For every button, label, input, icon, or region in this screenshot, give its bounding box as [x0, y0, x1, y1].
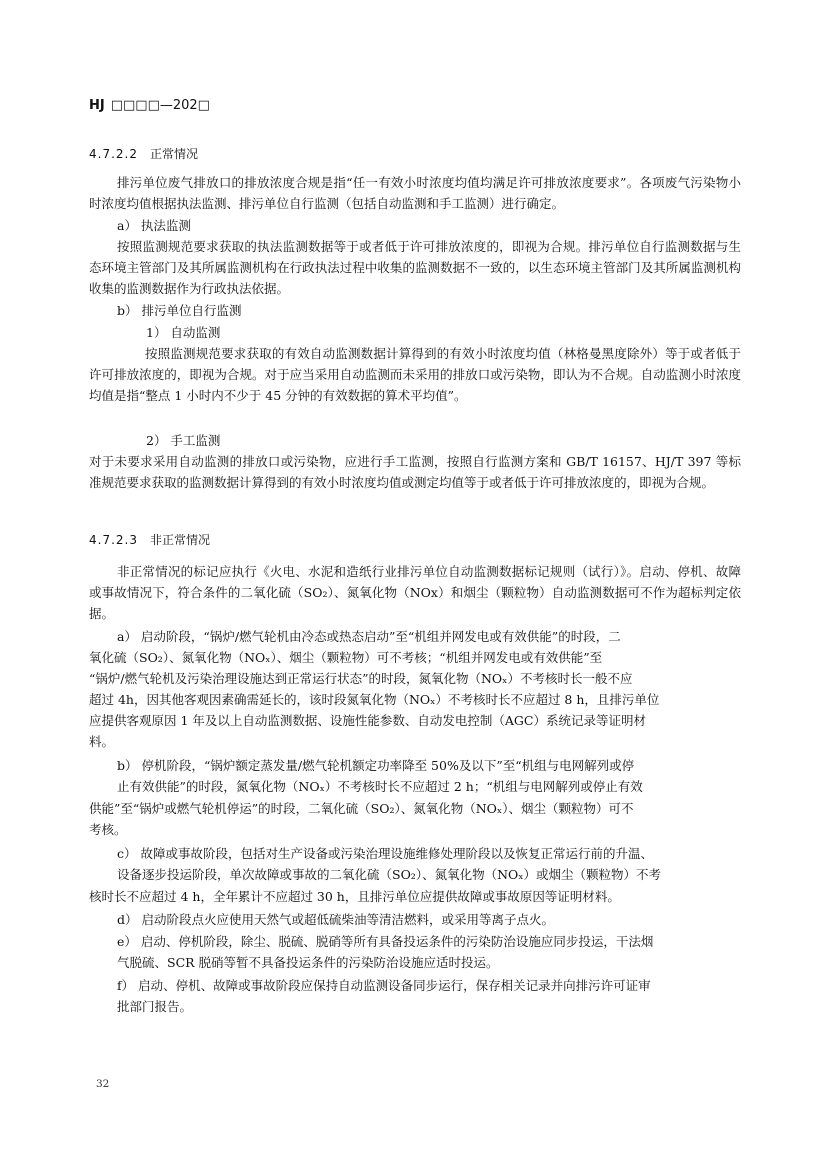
paragraph-enforcement-monitoring: 按照监测规范要求获取的执法监测数据等于或者低于许可排放浓度的，即视为合规。排污单位自行监测数据与生态环境主管部门及其所属监测机构在行政执法过程中收集的监测数据不一致的，以生态环境主管部门及其所属监测机构收集的监测数据作为行政执法依据。	[89, 239, 741, 297]
section-title: 非正常情况	[149, 533, 210, 547]
item-b-line-3: 供能”至“锅炉或燃气轮机停运”的时段，二氧化硫（SO₂）、氮氧化物（NOₓ）、烟尘（颗粒物）可不	[89, 801, 634, 816]
item-b-label: b） 排污单位自行监测	[117, 303, 242, 318]
item-d-line: d） 启动阶段点火应使用天然气或超低硫柴油等清洁燃料，或采用等离子点火。	[117, 912, 554, 927]
page-number: 32	[96, 1078, 110, 1090]
paragraph-abnormal-intro: 非正常情况的标记应执行《火电、水泥和造纸行业排污单位自动监测数据标记规则（试行）》。启动、停机、故障或事故情况下，符合条件的二氧化硫（SO₂）、氮氧化物（NOx）和烟尘（颗粒物）自动监测数据可不作为超标判定依据。	[89, 564, 741, 622]
section-number: 4.7.2.3	[89, 533, 138, 547]
standard-code: HJ	[89, 98, 105, 113]
section-number: 4.7.2.2	[89, 147, 138, 161]
item-a-line-5: 应提供客观原因 1 年及以上自动监测数据、设施性能参数、自动发电控制（AGC）系统记录等证明材	[89, 713, 646, 728]
paragraph-auto-monitoring: 按照监测规范要求获取的有效自动监测数据计算得到的有效小时浓度均值（林格曼黑度除外）等于或者低于许可排放浓度的，即视为合规。对于应当采用自动监测而未采用的排放口或污染物，即认为不合规。自动监测小时浓度均值是指“整点 1 小时内不少于 45 分钟的有效数据的算术平均值”。	[89, 346, 741, 404]
item-a-line-1: a） 启动阶段，“锅炉/燃气轮机由冷态或热态启动”至“机组并网发电或有效供能”的时段，二	[117, 629, 621, 644]
item-b1-label: 1） 自动监测	[146, 325, 221, 340]
paragraph-manual-monitoring: 对于未要求采用自动监测的排放口或污染物，应进行手工监测，按照自行监测方案和 GB/T 16157、HJ/T 397 等标准规范要求获取的监测数据计算得到的有效小时浓度均值或测定均值等于或者低于许可排放浓度的，即视为合规。	[89, 454, 741, 491]
item-e-line-2: 气脱硫、SCR 脱硝等暂不具备投运条件的污染防治设施应适时投运。	[117, 955, 499, 970]
item-b-line-4: 考核。	[89, 822, 127, 837]
section-title: 正常情况	[149, 147, 198, 161]
item-e-line-1: e） 启动、停机阶段，除尘、脱硫、脱硝等所有具备投运条件的污染防治设施应同步投运，干法烟	[117, 934, 654, 949]
item-a-line-6: 料。	[89, 734, 115, 749]
item-b-line-1: b） 停机阶段，“锅炉额定蒸发量/燃气轮机额定功率降至 50%及以下”至“机组与电网解列或停	[117, 758, 635, 773]
item-f-line-2: 批部门报告。	[117, 999, 193, 1014]
item-f-line-1: f） 启动、停机、故障或事故阶段应保持自动监测设备同步运行，保存相关记录并向排污许可证审	[117, 978, 651, 993]
item-a-label: a） 执法监测	[117, 218, 191, 233]
item-a-line-3: “锅炉/燃气轮机及污染治理设施达到正常运行状态”的时段，氮氧化物（NOₓ）不考核时长一般不应	[89, 671, 633, 686]
standard-header	[89, 98, 210, 113]
standard-number: □□□□—202□	[110, 98, 210, 113]
item-a-line-2: 氧化硫（SO₂）、氮氧化物（NOₓ）、烟尘（颗粒物）可不考核；“机组并网发电或有效供能”至	[89, 650, 603, 665]
item-c-line-3: 核时长不应超过 4 h，全年累计不应超过 30 h，且排污单位应提供故障或事故原因等证明材料。	[89, 889, 620, 904]
item-c-line-1: c） 故障或事故阶段，包括对生产设备或污染治理设施维修处理阶段以及恢复正常运行前的升温、	[117, 846, 653, 861]
item-a-line-4: 超过 4h，因其他客观因素确需延长的，该时段氮氧化物（NOₓ）不考核时长不应超过 8 h，且排污单位	[89, 692, 660, 707]
item-c-line-2: 设备逐步投运阶段，单次故障或事故的二氧化硫（SO₂）、氮氧化物（NOₓ）或烟尘（颗粒物）不考	[117, 867, 662, 882]
item-b2-label: 2） 手工监测	[146, 433, 221, 448]
paragraph-normal-intro: 排污单位废气排放口的排放浓度合规是指“任一有效小时浓度均值均满足许可排放浓度要求”。各项废气污染物小时浓度均值根据执法监测、排污单位自行监测（包括自动监测和手工监测）进行确定。	[89, 175, 741, 212]
section-heading-abnormal	[89, 531, 210, 548]
section-heading-normal	[89, 145, 198, 162]
item-b-line-2: 止有效供能”的时段，氮氧化物（NOₓ）不考核时长不应超过 2 h；“机组与电网解列或停止有效	[117, 779, 643, 794]
